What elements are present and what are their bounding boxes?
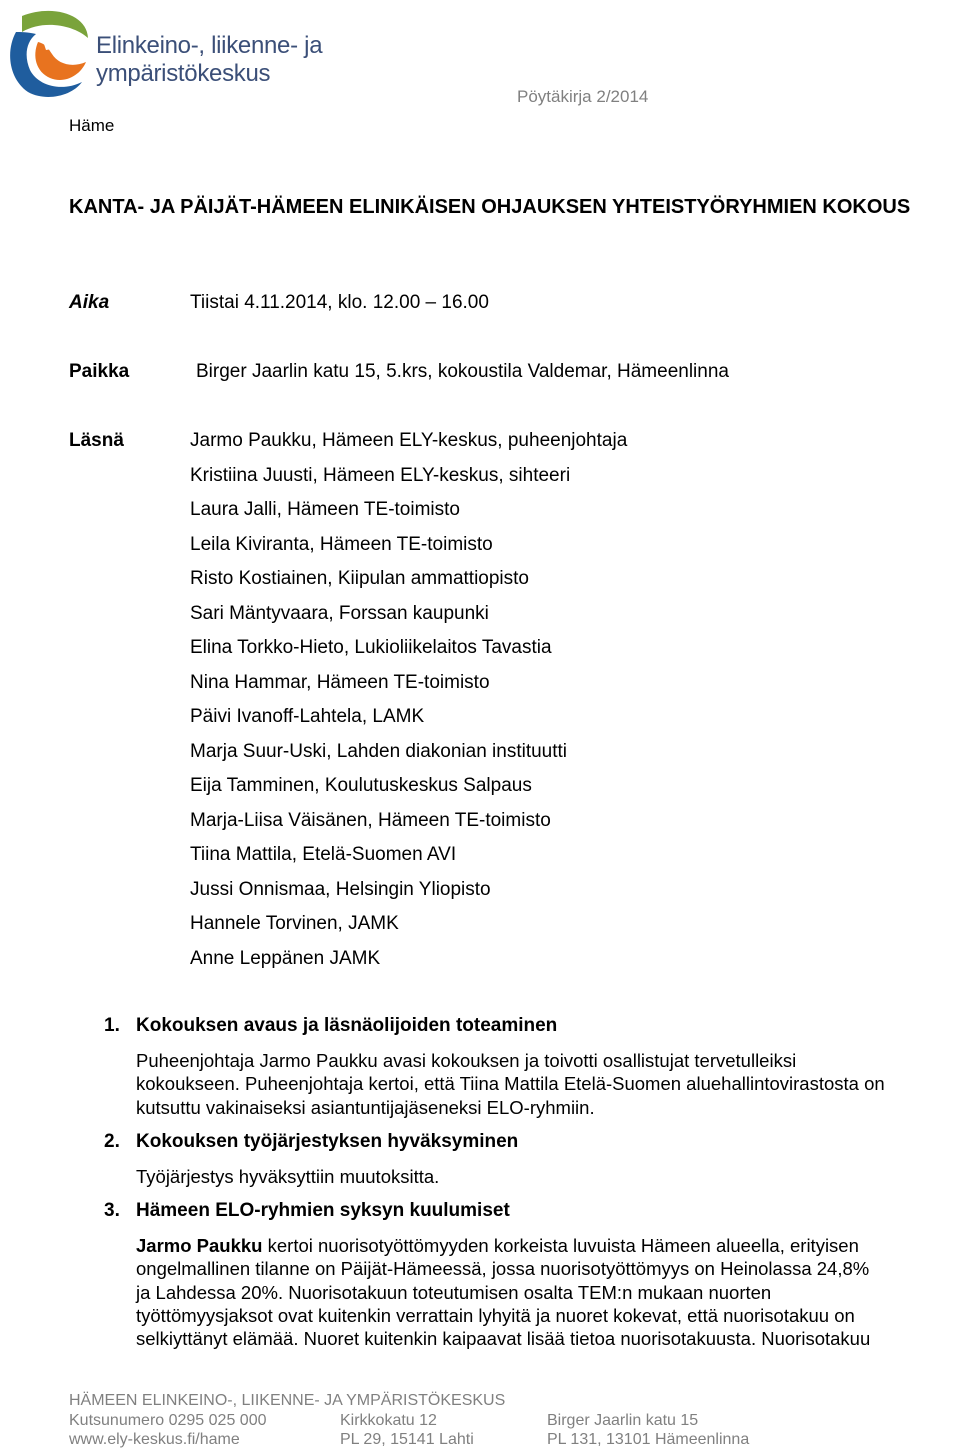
attendee: Jussi Onnismaa, Helsingin Yliopisto (190, 878, 491, 900)
attendee: Eija Tamminen, Koulutuskeskus Salpaus (190, 775, 532, 796)
section-heading (104, 1200, 960, 1222)
footer-address-1-po: PL 29, 15141 Lahti (340, 1431, 474, 1448)
body-line (136, 1234, 960, 1257)
organization-name (96, 32, 322, 88)
attendee: Anne Leppänen JAMK (190, 947, 381, 969)
attendee: Marja Suur-Uski, Lahden diakonian instituutti (190, 740, 568, 762)
place-value: Birger Jaarlin katu 15, 5.krs, kokoustila Valdemar, Hämeenlinna (196, 361, 729, 382)
body-line: kokoukseen. Puheenjohtaja kertoi, että Tiina Mattila Etelä-Suomen aluehallintovirastosta on (136, 1073, 885, 1095)
attendee: Leila Kiviranta, Hämeen TE-toimisto (190, 533, 493, 555)
body-line: ja Lahdessa 20%. Nuorisotakuun toteutumisen osalta TEM:n mukaan nuorten (136, 1281, 772, 1303)
body-line: Työjärjestys hyväksyttiin muutoksitta. (136, 1166, 440, 1187)
attendee: Päivi Ivanoff-Lahtela, LAMK (190, 706, 425, 727)
body-line: työttömyysjaksot ovat kuitenkin verrattain lyhyitä ja nuoret kokevat, että nuorisotakuu on (136, 1304, 855, 1326)
body-line: kutsuttu vakinaiseksi asiantuntijajäseneksi ELO-ryhmiin. (136, 1096, 595, 1118)
org-name-line2: ympäristökeskus (96, 60, 271, 87)
section-2 (104, 1131, 960, 1188)
section-body (136, 1165, 960, 1188)
attendee: Hannele Torvinen, JAMK (190, 913, 399, 934)
body-line: Puheenjohtaja Jarmo Paukku avasi kokouksen ja toivotti osallistujat tervetulleiksi (136, 1050, 797, 1071)
place-label: Paikka (69, 361, 130, 382)
page-footer (69, 1391, 749, 1450)
footer-address-2-street: Birger Jaarlin katu 15 (547, 1411, 699, 1429)
body-text: kertoi nuorisotyöttömyyden korkeista luvuista Hämeen alueella, erityisen (262, 1235, 859, 1256)
footer-website: www.ely-keskus.fi/hame (69, 1431, 240, 1448)
attendee: Kristiina Juusti, Hämeen ELY-keskus, sihteeri (190, 464, 571, 486)
document-title: KANTA- JA PÄIJÄT-HÄMEEN ELINIKÄISEN OHJAUKSEN YHTEISTYÖRYHMIEN KOKOUS (69, 196, 911, 218)
section-number: 2. (104, 1131, 120, 1152)
attendee: Sari Mäntyvaara, Forssan kaupunki (190, 602, 489, 624)
footer-phone: Kutsunumero 0295 025 000 (69, 1411, 267, 1429)
time-value: Tiistai 4.11.2014, klo. 12.00 – 16.00 (190, 292, 489, 313)
attendee-list (190, 430, 627, 982)
body-line: selkiyttänyt elämää. Nuoret kuitenkin kaipaavat lisää tietoa nuorisotakuusta. Nuorisotakuu (136, 1328, 871, 1350)
section-number: 3. (104, 1200, 120, 1221)
section-title: Kokouksen avaus ja läsnäolijoiden toteaminen (136, 1015, 558, 1036)
attendee: Risto Kostiainen, Kiipulan ammattiopisto (190, 568, 530, 589)
attendee: Laura Jalli, Hämeen TE-toimisto (190, 499, 460, 520)
section-body (136, 1234, 960, 1350)
attendee: Tiina Mattila, Etelä-Suomen AVI (190, 844, 457, 865)
section-body (136, 1049, 960, 1119)
section-heading (104, 1015, 960, 1037)
regional-unit: Häme (69, 116, 115, 135)
attendee: Nina Hammar, Hämeen TE-toimisto (190, 671, 490, 693)
attendee: Jarmo Paukku, Hämeen ELY-keskus, puheenjohtaja (190, 430, 628, 451)
section-3 (104, 1200, 960, 1350)
section-number: 1. (104, 1015, 120, 1036)
speaker-name: Jarmo Paukku (136, 1235, 263, 1256)
footer-address-1-street: Kirkkokatu 12 (340, 1411, 437, 1429)
section-1 (104, 1015, 960, 1119)
org-name-line1: Elinkeino-, liikenne- ja (96, 32, 323, 59)
ely-logo-icon (2, 6, 94, 98)
footer-org: HÄMEEN ELINKEINO-, LIIKENNE- JA YMPÄRISTÖKESKUS (69, 1392, 506, 1409)
attendee: Marja-Liisa Väisänen, Hämeen TE-toimisto (190, 809, 551, 831)
present-label: Läsnä (69, 430, 124, 451)
attendee: Elina Torkko-Hieto, Lukioliikelaitos Tavastia (190, 637, 552, 658)
body-line: ongelmallinen tilanne on Päijät-Hämeessä, jossa nuorisotyöttömyys on Heinolassa 24,8% (136, 1258, 870, 1280)
footer-address-2-po: PL 131, 13101 Hämeenlinna (547, 1431, 750, 1448)
document-id: Pöytäkirja 2/2014 (517, 87, 649, 106)
section-heading (104, 1131, 960, 1153)
section-title: Kokouksen työjärjestyksen hyväksyminen (136, 1131, 519, 1152)
section-title: Hämeen ELO-ryhmien syksyn kuulumiset (136, 1200, 510, 1221)
time-label: Aika (69, 292, 110, 313)
